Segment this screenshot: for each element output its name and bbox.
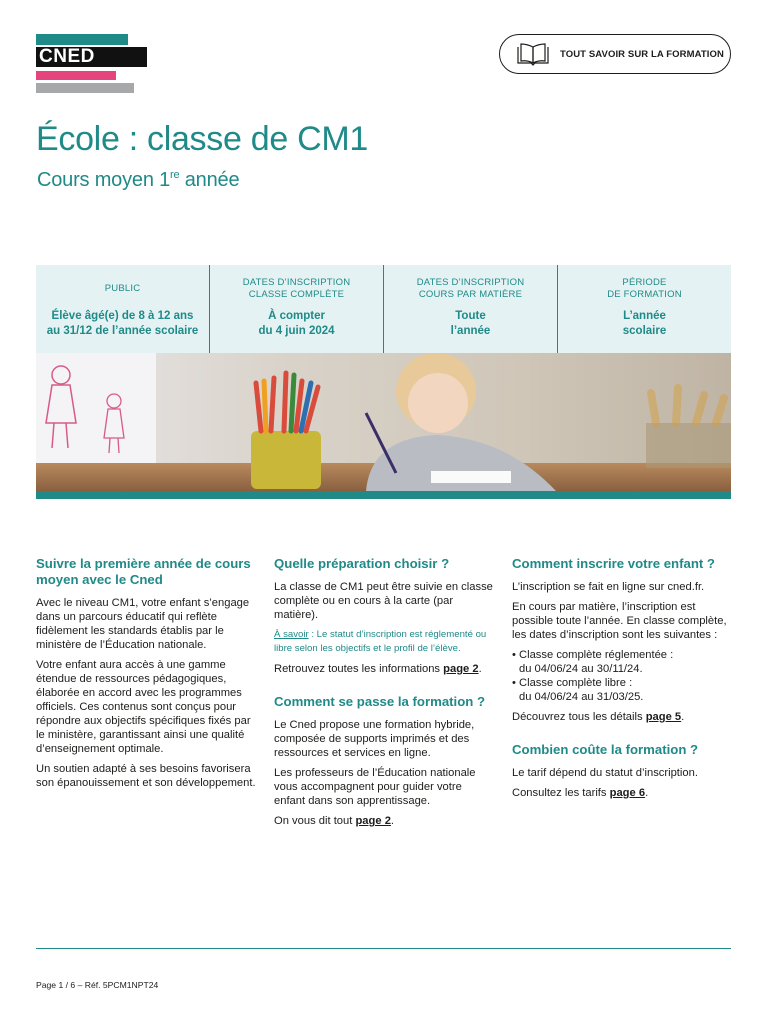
info-public-value: Élève âgé(e) de 8 à 12 ans au 31/12 de l’année scolaire — [46, 310, 199, 337]
preparation-info: Retrouvez toutes les informations page 2. — [274, 663, 482, 675]
inscription-dates-list — [512, 648, 734, 704]
column-inscrire — [512, 556, 734, 806]
footer-divider — [36, 948, 731, 949]
book-icon — [516, 42, 550, 66]
inscrire-details: Découvrez tous les détails page 5. — [512, 711, 685, 723]
info-periode-value: L’année scolaire — [622, 310, 667, 337]
inscrire-paragraph-1: L’inscription se fait en ligne sur cned.fr. — [512, 581, 705, 593]
info-dates-matiere — [384, 265, 558, 353]
column-preparation — [274, 556, 496, 834]
info-band — [36, 265, 731, 353]
cned-logo — [36, 34, 148, 96]
formation-info-button[interactable] — [499, 34, 731, 74]
suivre-paragraph-2: Votre enfant aura accès à une gamme étendue de ressources pédagogiques, élaborée en accord avec les programmes officiels. Ces contenus sont conçus pour répondre aux objectifs spécifiques fixés par le ministère, garantissant ainsi une qualité d’enseignement optimale. — [36, 659, 251, 755]
suivre-paragraph-3: Un soutien adapté à ses besoins favorisera son épanouissement et son développement. — [36, 763, 256, 789]
info-dates-matiere-head: DATES D’INSCRIPTION COURS PAR MATIÈRE — [416, 277, 525, 300]
page-5-link[interactable]: page 5 — [645, 711, 682, 723]
hero-photo-illustration — [36, 353, 731, 491]
list-item: • Classe complète libre : du 04/06/24 au 31/03/25. — [512, 677, 644, 703]
info-periode-head: PÉRIODE DE FORMATION — [607, 277, 682, 300]
page-6-link[interactable]: page 6 — [609, 787, 646, 799]
info-periode — [558, 265, 731, 353]
cout-paragraph: Le tarif dépend du statut d’inscription. — [512, 767, 698, 779]
logo-bar-teal — [36, 34, 128, 45]
info-dates-matiere-value: Toute l’année — [450, 310, 491, 337]
footer-reference: Page 1 / 6 – Réf. 5PCM1NPT24 — [36, 980, 159, 990]
suivre-paragraph-1: Avec le niveau CM1, votre enfant s’engage dans un parcours éducatif qui reflète fidèlement les standards établis par le ministère de l’Éducation nationale. — [36, 597, 250, 651]
hero-photo — [36, 353, 731, 491]
cout-tarifs: Consultez les tarifs page 6. — [512, 787, 649, 799]
formation-info-label: TOUT SAVOIR SUR LA FORMATION — [560, 48, 724, 60]
photo-strip — [36, 491, 731, 499]
page-title: École : classe de CM1 — [36, 120, 368, 158]
page-2-link-2[interactable]: page 2 — [355, 815, 391, 827]
info-dates-classe — [210, 265, 384, 353]
info-dates-classe-value: À compter du 4 juin 2024 — [258, 310, 335, 337]
heading-preparation: Quelle préparation choisir ? — [274, 556, 450, 571]
logo-bar-grey — [36, 83, 134, 93]
formation-paragraph-2: Les professeurs de l’Éducation nationale vous accompagnent pour guider votre enfant dans son apprentissage. — [274, 767, 476, 807]
heading-inscrire: Comment inscrire votre enfant ? — [512, 556, 715, 571]
info-public-head: PUBLIC — [104, 283, 141, 294]
heading-formation: Comment se passe la formation ? — [274, 694, 486, 709]
info-dates-classe-head: DATES D’INSCRIPTION CLASSE COMPLÈTE — [242, 277, 351, 300]
page-2-link[interactable]: page 2 — [443, 663, 479, 675]
heading-suivre: Suivre la première année de cours moyen avec le Cned — [36, 556, 251, 587]
logo-bar-pink — [36, 71, 116, 80]
formation-paragraph-1: Le Cned propose une formation hybride, composée de supports imprimés et des ressources et services en ligne. — [274, 719, 475, 759]
inscrire-paragraph-2: En cours par matière, l’inscription est possible toute l’année. En classe complète, les dates d’inscription sont les suivantes : — [512, 601, 727, 641]
formation-info: On vous dit tout page 2. — [274, 815, 395, 827]
info-public — [36, 265, 210, 353]
column-suivre — [36, 556, 258, 796]
a-savoir-note: À savoir : Le statut d’inscription est réglementé ou libre selon les objectifs et le profil de l’élève. — [274, 629, 487, 654]
heading-cout: Combien coûte la formation ? — [512, 742, 699, 757]
page-subtitle: Cours moyen 1re année — [37, 169, 240, 191]
list-item: • Classe complète réglementée : du 04/06/24 au 30/11/24. — [512, 649, 674, 675]
preparation-paragraph: La classe de CM1 peut être suivie en classe complète ou en cours à la carte (par matière). — [274, 581, 493, 621]
logo-text: CNED — [36, 47, 147, 67]
